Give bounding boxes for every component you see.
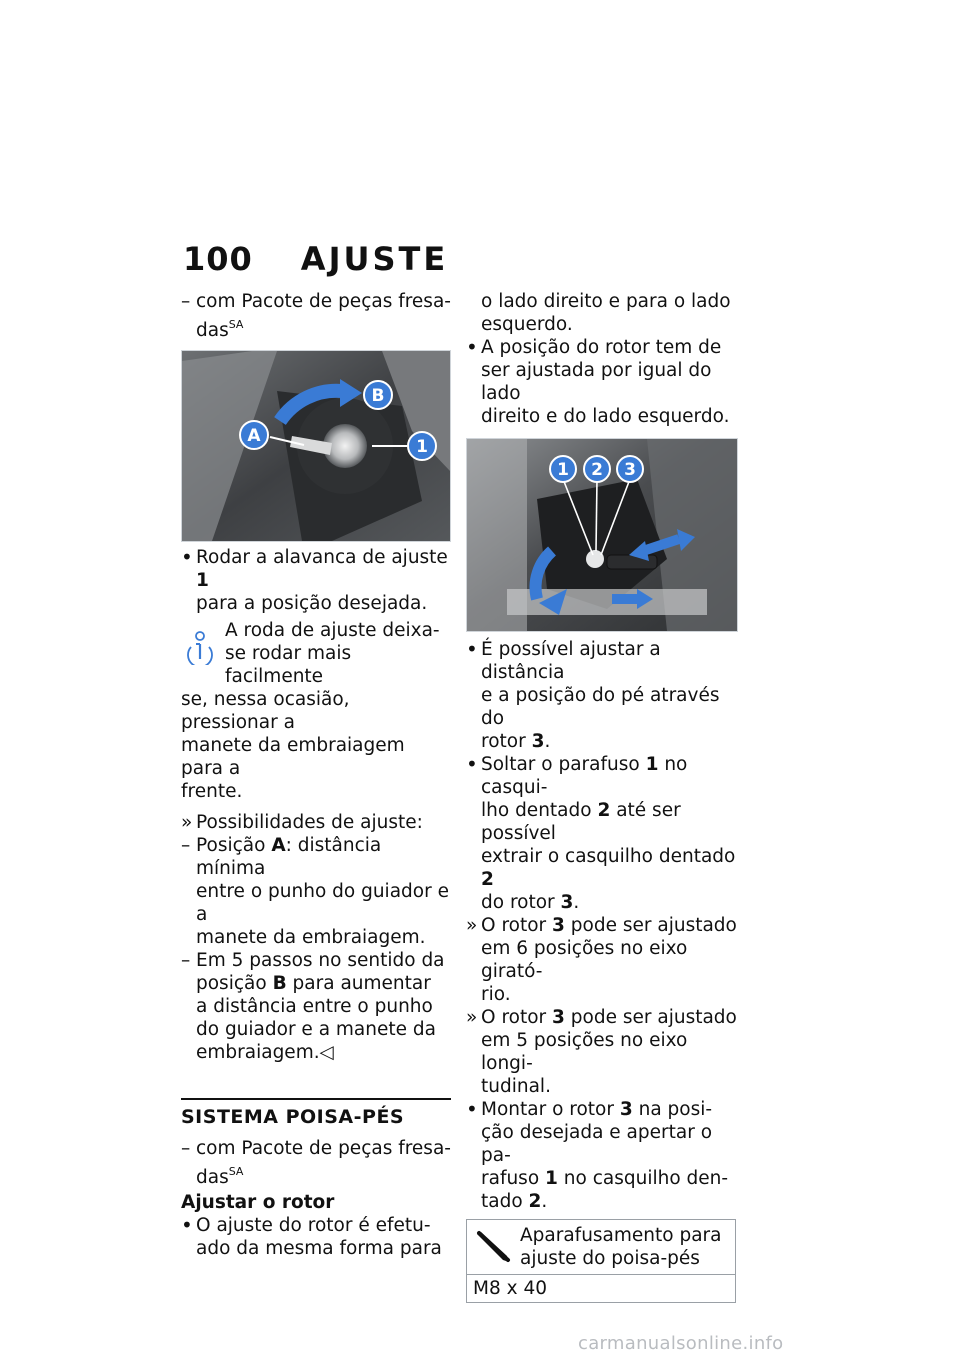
dash-marker xyxy=(181,290,196,313)
option-line: – com Pacote de peças fresa- das$^{SA}$ xyxy=(181,290,451,342)
callout-1 xyxy=(408,432,436,460)
callout-1 xyxy=(550,456,576,482)
wrench-icon xyxy=(473,1228,517,1268)
option-line: – com Pacote de peças fresa- das$^{SA}$ xyxy=(181,1137,451,1189)
svg-text:A: A xyxy=(247,426,261,446)
svg-text:2: 2 xyxy=(591,460,603,480)
torque-spec-box xyxy=(466,1219,736,1303)
info-icon xyxy=(183,625,217,665)
end-triangle-icon: ◁ xyxy=(319,1042,334,1063)
callout-2 xyxy=(584,456,610,482)
clutch-lever-illustration xyxy=(182,351,450,541)
left-column xyxy=(181,290,451,1260)
result-longitudinal: » O rotor 3 pode ser ajustado em 5 posições no eixo longi- tudinal. xyxy=(466,1006,738,1098)
footrest-figure xyxy=(466,438,738,632)
svg-text:1: 1 xyxy=(416,437,428,457)
result-marker xyxy=(181,811,196,834)
page-header xyxy=(183,240,448,278)
page-title: AJUSTE xyxy=(300,240,449,278)
sa-superscript: SA xyxy=(228,318,244,331)
clutch-lever-figure xyxy=(181,350,451,542)
subsection-title: Ajustar o rotor xyxy=(181,1192,335,1213)
continued-text: o lado direito e para o lado esquerdo. xyxy=(481,291,731,335)
info-note: A roda de ajuste deixa- se rodar mais facilmente se, nessa ocasião, pressionar a manete da embraiagem para a frente. xyxy=(181,620,440,802)
step-rotate-lever: • Rodar a alavanca de ajuste 1 para a posição desejada. xyxy=(181,546,451,615)
section-divider xyxy=(181,1098,451,1100)
bullet-marker xyxy=(181,546,196,570)
result-rotation: » O rotor 3 pode ser ajustado em 6 posições no eixo girató- rio. xyxy=(466,914,738,1006)
svg-text:B: B xyxy=(371,386,385,406)
callout-b xyxy=(364,381,392,409)
option-position-a: – Posição A: distância mínima entre o punho do guiador e a manete da embraiagem. xyxy=(181,834,451,949)
torque-value: M8 x 40 xyxy=(473,1278,547,1299)
watermark: carmanualsonline.info xyxy=(578,1333,784,1354)
page-number: 100 xyxy=(183,240,253,278)
callout-3 xyxy=(617,456,643,482)
right-column xyxy=(466,290,738,1303)
svg-text:3: 3 xyxy=(624,460,636,480)
step-loosen-screw: • Soltar o parafuso 1 no casqui- lho dentado 2 até ser possível extrair o casquilho dentado 2 do rotor 3. xyxy=(466,753,738,914)
step-rotor-same: • O ajuste do rotor é efetu- ado da mesma forma para xyxy=(181,1214,451,1260)
torque-label: Aparafusamento para ajuste do poisa-pés xyxy=(520,1225,722,1269)
step-mount-rotor: • Montar o rotor 3 na posi- ção desejada e apertar o pa- rafuso 1 no casquilho den- tado 2. xyxy=(466,1098,738,1213)
option-position-b: – Em 5 passos no sentido da posição B para aumentar a distância entre o punho do guiador e a manete da embraiagem.◁ xyxy=(181,949,451,1064)
step-rotor-equal: • A posição do rotor tem de ser ajustada por igual do lado direito e do lado esquerdo. xyxy=(466,336,738,428)
svg-text:1: 1 xyxy=(557,460,569,480)
footrest-illustration xyxy=(467,439,737,631)
result-line: » Possibilidades de ajuste: xyxy=(181,811,451,834)
section-title: SISTEMA POISA-PÉS xyxy=(181,1106,405,1128)
callout-a xyxy=(240,421,268,449)
step-adjust-distance: • É possível ajustar a distância e a posição do pé através do rotor 3. xyxy=(466,638,738,753)
